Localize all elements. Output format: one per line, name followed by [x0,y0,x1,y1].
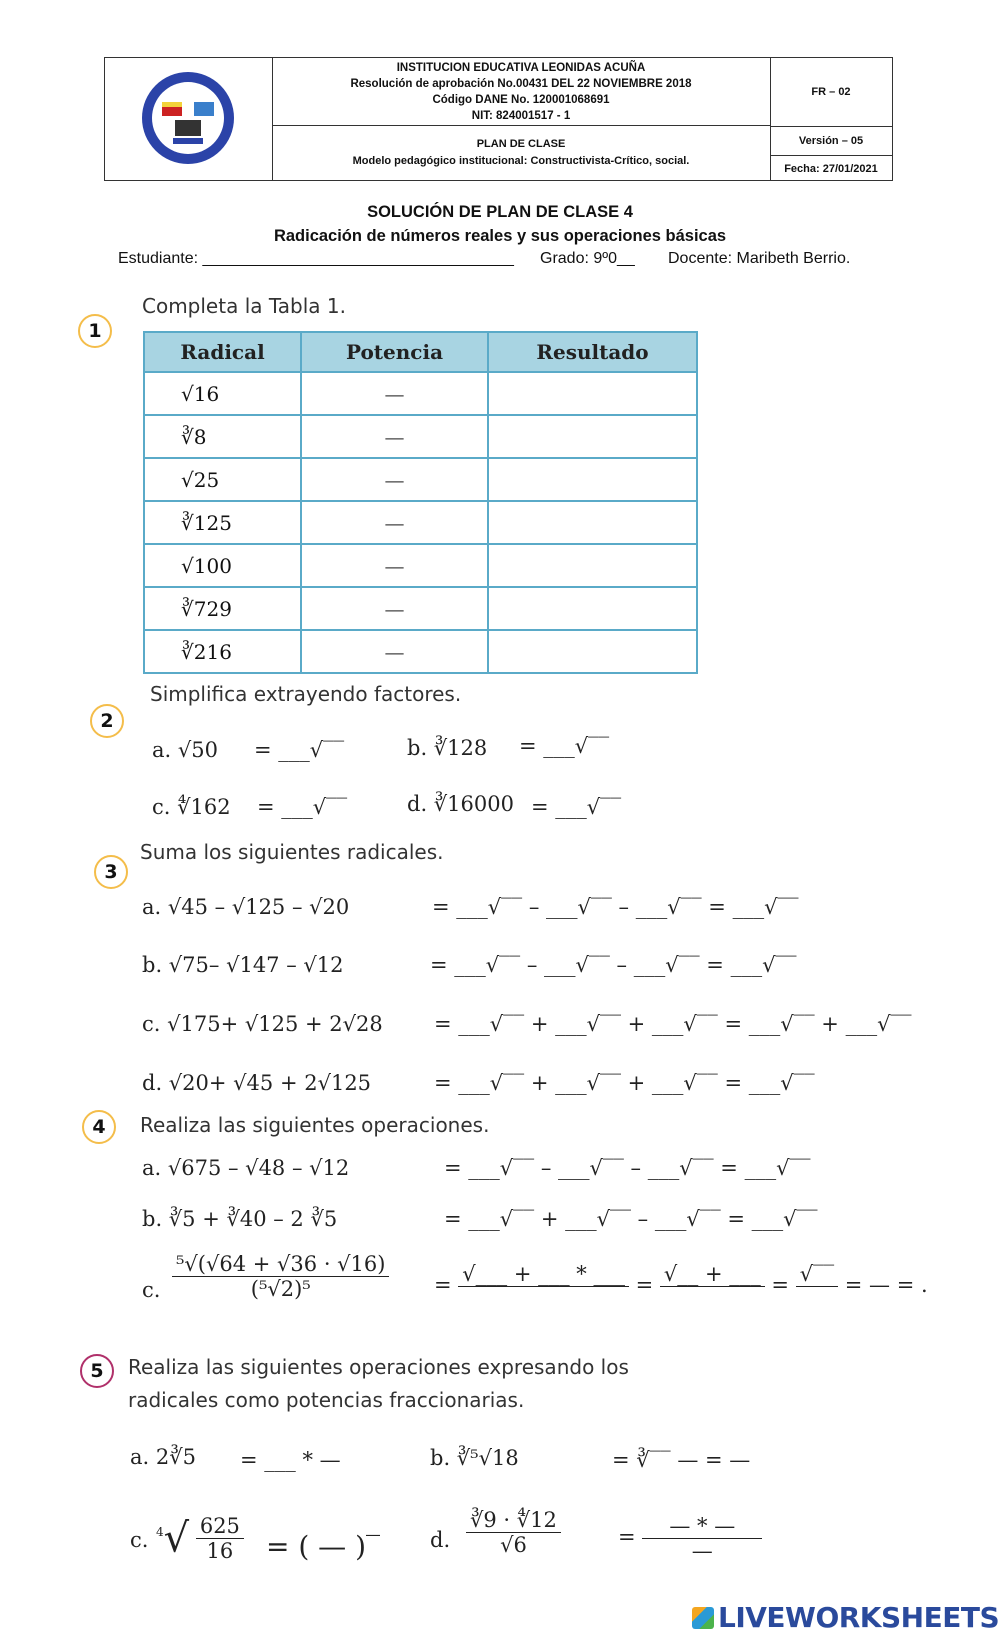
fraction-4c [172,1252,389,1301]
instruction-2: Simplifica extrayendo factores. [150,682,462,706]
answer-4c-frac-1-num[interactable]: √___ + ___ * ___ [458,1262,629,1287]
answer-2a[interactable]: = ___√‾‾ [254,738,345,762]
answer-4c[interactable]: = √___ + ___ * ___ = √__ + ___ = √‾‾ = — = . [434,1262,928,1311]
resultado-cell[interactable] [488,415,697,458]
answer-4c-frac-3-num[interactable]: √‾‾ [796,1262,838,1287]
date-label: Fecha: 27/01/2021 [784,162,878,175]
form-code: FR – 02 [770,58,892,127]
dane-code: Código DANE No. 120001068691 [432,94,610,106]
fraction-5d-denominator: √6 [500,1533,527,1557]
fraction-5d-numerator: ∛9 · ∜12 [466,1508,561,1533]
school-logo-cell [105,58,273,180]
liveworksheets-icon [692,1607,714,1629]
exercise-5b: b. ∛⁵√18 [430,1446,519,1470]
page-title: SOLUCIÓN DE PLAN DE CLASE 4 [367,203,633,221]
answer-3a[interactable]: = ___√‾‾ – ___√‾‾ – ___√‾‾ = ___√‾‾ [432,895,799,919]
answer-5a[interactable]: = ___ * — [240,1448,341,1472]
fraction-4c-denominator: (⁵√2)⁵ [250,1277,311,1301]
section-number-5: 5 [80,1354,114,1388]
exercise-4a: a. √675 – √48 – √12 [142,1156,350,1180]
header-table [104,57,893,181]
fraction-4c-numerator: ⁵√(√64 + √36 · √16) [172,1252,389,1277]
page-subtitle: Radicación de números reales y sus operaciones básicas [273,227,727,245]
instruction-4: Realiza las siguientes operaciones. [140,1113,490,1137]
student-field[interactable]: Estudiante: ___________________________________ [118,250,514,267]
radical-cell: √25 [144,458,301,501]
answer-4c-frac-3-den[interactable] [796,1287,838,1311]
table-row [144,587,697,630]
answer-3d[interactable]: = ___√‾‾ + ___√‾‾ + ___√‾‾ = ___√‾‾ [434,1071,815,1095]
answer-4c-dot: . [921,1273,928,1297]
answer-3c[interactable]: = ___√‾‾ + ___√‾‾ + ___√‾‾ = ___√‾‾ + ___√‾‾ [434,1012,912,1036]
exercise-2b: b. ∛128 [407,736,488,760]
model-label: Modelo pedagógico institucional: Constructivista-Crítico, social. [352,155,690,167]
answer-4c-frac-3[interactable] [796,1262,838,1311]
header-middle [272,58,771,180]
col-resultado: Resultado [488,332,697,372]
answer-4c-tail[interactable]: = — = [844,1273,915,1297]
section-number-2: 2 [90,704,124,738]
radical-table [143,331,698,674]
potencia-cell[interactable]: — [301,544,488,587]
exercise-5d-label: d. [430,1528,451,1552]
section-number-3: 3 [94,855,128,889]
exercise-2a: a. √50 [152,738,218,762]
plan-label: PLAN DE CLASE [476,138,566,150]
exercise-2c: c. ∜162 [152,795,231,819]
version-label: Versión – 05 [770,127,892,156]
exercise-4c-label: c. [142,1278,161,1302]
section-number-4: 4 [82,1110,116,1144]
exercise-5a: a. 2∛5 [130,1445,196,1469]
exercise-5c [156,1514,244,1563]
answer-4a[interactable]: = ___√‾‾ – ___√‾‾ – ___√‾‾ = ___√‾‾ [444,1156,811,1180]
potencia-cell[interactable]: — [301,372,488,415]
instruction-5-line-2: radicales como potencias fraccionarias. [128,1388,525,1412]
potencia-cell[interactable]: — [301,458,488,501]
answer-5d-frac[interactable] [642,1514,762,1563]
answer-4b[interactable]: = ___√‾‾ + ___√‾‾ – ___√‾‾ = ___√‾‾ [444,1207,818,1231]
table-row [144,630,697,673]
table-row [144,372,697,415]
answer-4c-frac-2-num[interactable]: √__ + ___ [660,1262,765,1287]
resultado-cell[interactable] [488,630,697,673]
exercise-3a: a. √45 – √125 – √20 [142,895,350,919]
answer-2d[interactable]: = ___√‾‾ [531,795,622,819]
answer-5c[interactable]: = ( — )‾ [266,1530,381,1563]
answer-4c-frac-1-den[interactable] [458,1287,629,1311]
table-row [144,415,697,458]
potencia-cell[interactable]: — [301,630,488,673]
radical-cell: √16 [144,372,301,415]
liveworksheets-text: LIVEWORKSHEETS [718,1601,1000,1634]
school-logo-icon [105,58,272,180]
exercise-3b: b. √75– √147 – √12 [142,953,344,977]
fraction-5c-numerator: 625 [196,1514,244,1539]
exercise-5d [466,1508,561,1557]
grade-field[interactable]: Grado: 9º0__ [540,250,635,267]
answer-5d[interactable]: = $\frac{— * —}{—}$ [618,1514,762,1563]
radical-cell: ∛8 [144,415,301,458]
resultado-cell[interactable] [488,544,697,587]
instruction-3: Suma los siguientes radicales. [140,840,444,864]
resultado-cell[interactable] [488,501,697,544]
exercise-4b: b. ∛5 + ∛40 – 2 ∛5 [142,1207,338,1231]
exercise-5c-label: c. [130,1528,149,1552]
resolution: Resolución de aprobación No.00431 DEL 22 NOVIEMBRE 2018 [350,78,692,90]
answer-4c-frac-2[interactable] [660,1262,765,1311]
radical-cell: ∛216 [144,630,301,673]
resultado-cell[interactable] [488,372,697,415]
exercise-3d: d. √20+ √45 + 2√125 [142,1071,372,1095]
col-potencia: Potencia [301,332,488,372]
answer-4c-frac-1[interactable] [458,1262,629,1311]
potencia-cell[interactable]: — [301,415,488,458]
table-row [144,544,697,587]
resultado-cell[interactable] [488,458,697,501]
answer-2b[interactable]: = ___√‾‾ [519,734,610,758]
radical-cell: ∛125 [144,501,301,544]
answer-5b[interactable]: = ∛‾‾ — = — [612,1448,751,1472]
potencia-cell[interactable]: — [301,587,488,630]
fraction-5c [196,1514,244,1563]
exercise-4c [172,1252,389,1301]
exercise-3c: c. √175+ √125 + 2√28 [142,1012,383,1036]
answer-4c-frac-2-den[interactable] [660,1287,765,1311]
table-row [144,458,697,501]
root-sign-icon: √ [163,1515,190,1562]
instruction-1: Completa la Tabla 1. [142,294,346,318]
radical-cell: ∛729 [144,587,301,630]
answer-3b[interactable]: = ___√‾‾ – ___√‾‾ – ___√‾‾ = ___√‾‾ [430,953,797,977]
teacher-label: Docente: Maribeth Berrio. [668,250,851,267]
header-right [770,58,892,180]
radical-cell: √100 [144,544,301,587]
table-row [144,501,697,544]
school-name: INSTITUCION EDUCATIVA LEONIDAS ACUÑA [396,62,646,74]
answer-2c[interactable]: = ___√‾‾ [257,795,348,819]
potencia-cell[interactable]: — [301,501,488,544]
answer-5d-den[interactable]: — [691,1539,713,1563]
instruction-5-line-1: Realiza las siguientes operaciones expresando los [128,1355,629,1379]
section-number-1: 1 [78,314,112,348]
root-index-5c: 4 [156,1525,164,1539]
exercise-2d: d. ∛16000 [407,792,514,816]
fraction-5c-denominator: 16 [206,1539,234,1563]
fraction-5d [466,1508,561,1557]
col-radical: Radical [144,332,301,372]
nit: NIT: 824001517 - 1 [471,110,571,122]
liveworksheets-logo[interactable] [692,1601,999,1634]
answer-5d-num[interactable]: — * — [642,1514,762,1539]
resultado-cell[interactable] [488,587,697,630]
